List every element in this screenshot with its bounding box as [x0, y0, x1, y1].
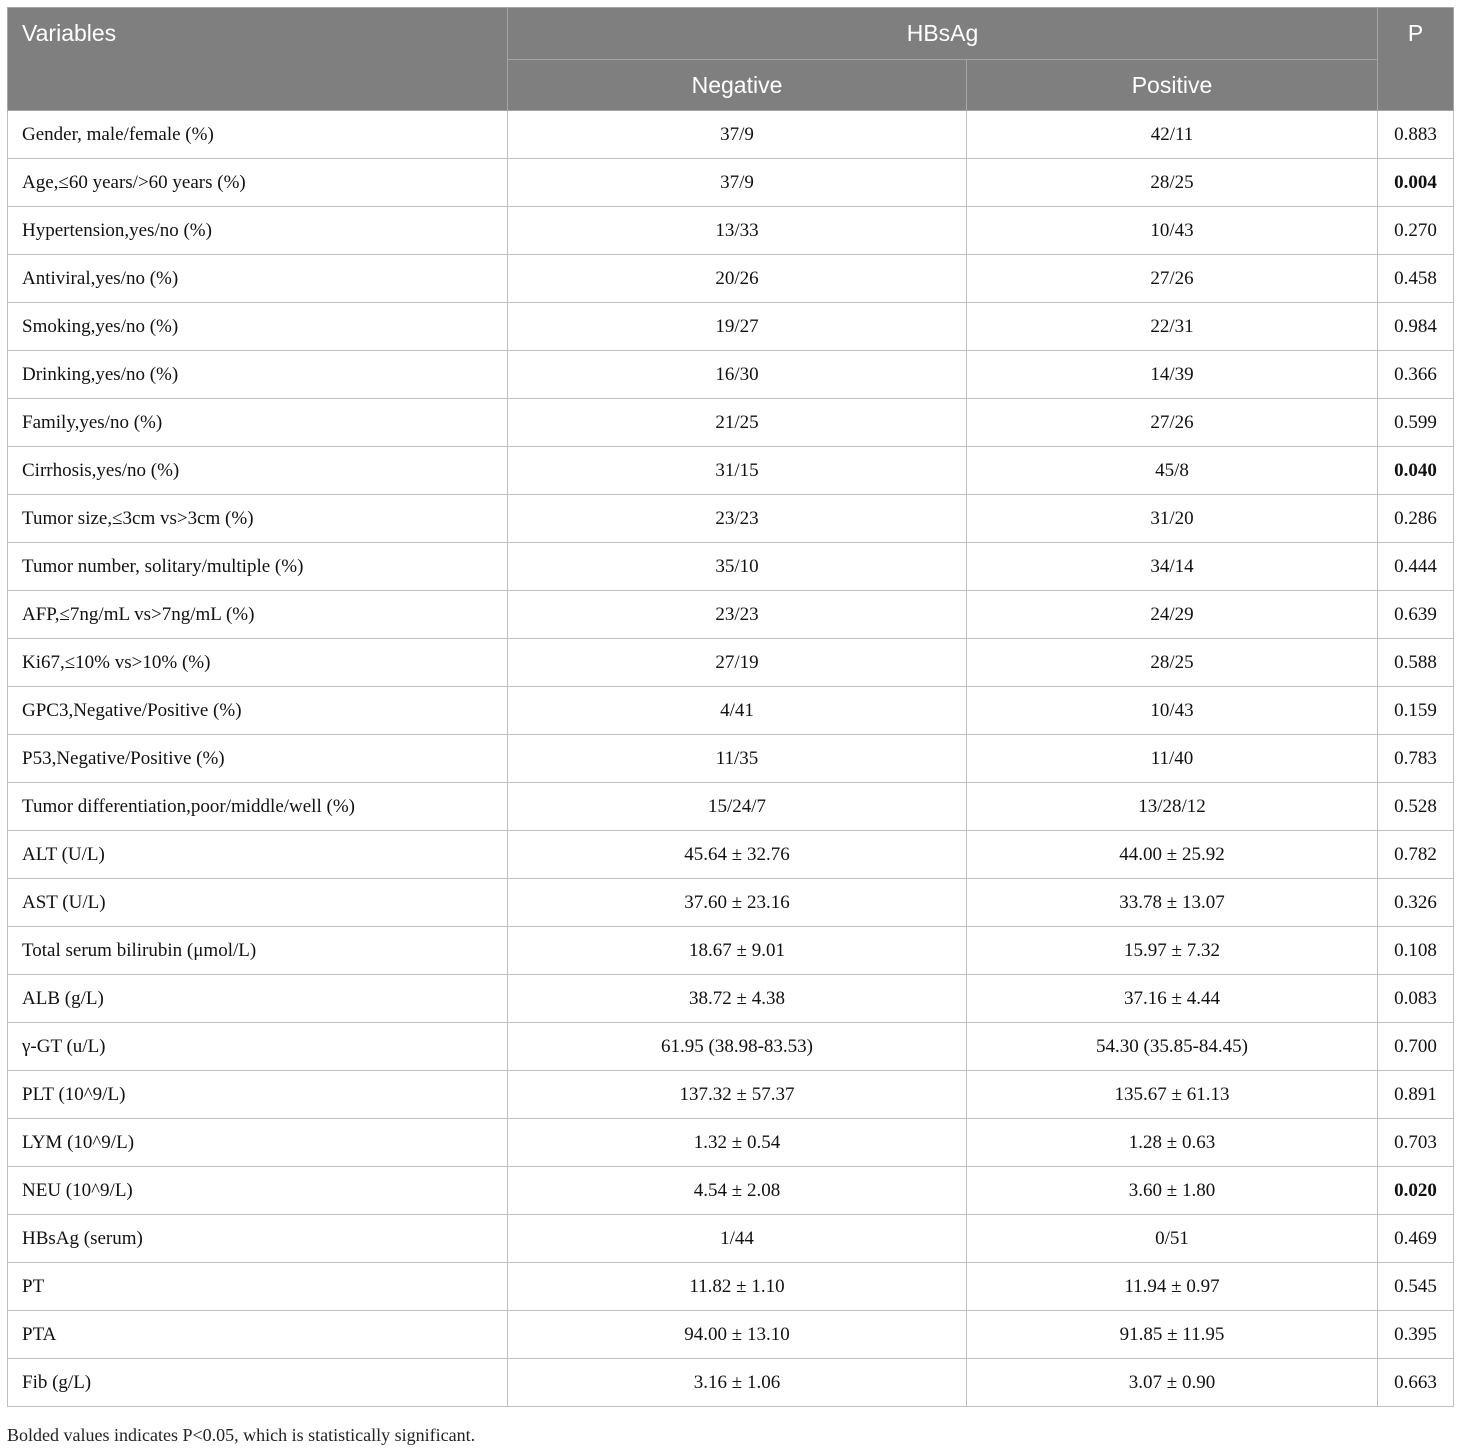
table-row [8, 1119, 1454, 1167]
cell-p-value: 0.395 [1378, 1311, 1454, 1359]
cell-positive: 10/43 [967, 207, 1378, 255]
cell-negative: 45.64 ± 32.76 [508, 831, 967, 879]
cell-variable: ALT (U/L) [8, 831, 508, 879]
table-row [8, 543, 1454, 591]
cell-variable: Tumor differentiation,poor/middle/well (%) [8, 783, 508, 831]
table-container [7, 7, 1453, 1407]
cell-variable: PT [8, 1263, 508, 1311]
cell-p-value: 0.444 [1378, 543, 1454, 591]
cell-negative: 21/25 [508, 399, 967, 447]
cell-negative: 1.32 ± 0.54 [508, 1119, 967, 1167]
cell-negative: 94.00 ± 13.10 [508, 1311, 967, 1359]
cell-variable: PLT (10^9/L) [8, 1071, 508, 1119]
cell-variable: Tumor size,≤3cm vs>3cm (%) [8, 495, 508, 543]
cell-negative: 3.16 ± 1.06 [508, 1359, 967, 1407]
cell-p-value: 0.469 [1378, 1215, 1454, 1263]
cell-p-value: 0.108 [1378, 927, 1454, 975]
cell-positive: 28/25 [967, 159, 1378, 207]
table-row [8, 303, 1454, 351]
table-row [8, 1215, 1454, 1263]
cell-positive: 0/51 [967, 1215, 1378, 1263]
cell-variable: ALB (g/L) [8, 975, 508, 1023]
cell-positive: 31/20 [967, 495, 1378, 543]
cell-variable: Gender, male/female (%) [8, 111, 508, 159]
table-row [8, 591, 1454, 639]
cell-variable: AST (U/L) [8, 879, 508, 927]
cell-variable: γ-GT (u/L) [8, 1023, 508, 1071]
cell-p-value: 0.703 [1378, 1119, 1454, 1167]
cell-variable: GPC3,Negative/Positive (%) [8, 687, 508, 735]
header-positive: Positive [967, 60, 1378, 111]
footnote: Bolded values indicates P<0.05, which is statistically significant. [7, 1425, 476, 1445]
table-row [8, 639, 1454, 687]
cell-positive: 1.28 ± 0.63 [967, 1119, 1378, 1167]
cell-p-value: 0.458 [1378, 255, 1454, 303]
table-body [8, 111, 1454, 1407]
header-negative: Negative [508, 60, 967, 111]
cell-negative: 19/27 [508, 303, 967, 351]
cell-variable: Antiviral,yes/no (%) [8, 255, 508, 303]
cell-negative: 16/30 [508, 351, 967, 399]
cell-negative: 18.67 ± 9.01 [508, 927, 967, 975]
cell-p-value: 0.020 [1378, 1167, 1454, 1215]
cell-p-value: 0.639 [1378, 591, 1454, 639]
cell-p-value: 0.286 [1378, 495, 1454, 543]
table-row [8, 399, 1454, 447]
table-row [8, 975, 1454, 1023]
table-row [8, 783, 1454, 831]
cell-positive: 3.07 ± 0.90 [967, 1359, 1378, 1407]
cell-variable: Total serum bilirubin (μmol/L) [8, 927, 508, 975]
cell-negative: 4/41 [508, 687, 967, 735]
cell-p-value: 0.984 [1378, 303, 1454, 351]
cell-p-value: 0.366 [1378, 351, 1454, 399]
cell-p-value: 0.783 [1378, 735, 1454, 783]
cell-positive: 10/43 [967, 687, 1378, 735]
cell-negative: 61.95 (38.98-83.53) [508, 1023, 967, 1071]
cell-variable: HBsAg (serum) [8, 1215, 508, 1263]
cell-p-value: 0.528 [1378, 783, 1454, 831]
cell-positive: 44.00 ± 25.92 [967, 831, 1378, 879]
cell-negative: 38.72 ± 4.38 [508, 975, 967, 1023]
cell-positive: 14/39 [967, 351, 1378, 399]
cell-negative: 11/35 [508, 735, 967, 783]
cell-p-value: 0.599 [1378, 399, 1454, 447]
cell-p-value: 0.891 [1378, 1071, 1454, 1119]
table-row [8, 687, 1454, 735]
table-row [8, 1167, 1454, 1215]
cell-variable: Smoking,yes/no (%) [8, 303, 508, 351]
table-row [8, 447, 1454, 495]
table-row [8, 255, 1454, 303]
cell-variable: Hypertension,yes/no (%) [8, 207, 508, 255]
table-row [8, 159, 1454, 207]
cell-variable: Ki67,≤10% vs>10% (%) [8, 639, 508, 687]
cell-variable: Family,yes/no (%) [8, 399, 508, 447]
cell-p-value: 0.700 [1378, 1023, 1454, 1071]
cell-variable: PTA [8, 1311, 508, 1359]
table-row [8, 927, 1454, 975]
cell-p-value: 0.663 [1378, 1359, 1454, 1407]
cell-negative: 35/10 [508, 543, 967, 591]
cell-positive: 3.60 ± 1.80 [967, 1167, 1378, 1215]
cell-negative: 37/9 [508, 111, 967, 159]
cell-variable: AFP,≤7ng/mL vs>7ng/mL (%) [8, 591, 508, 639]
cell-p-value: 0.083 [1378, 975, 1454, 1023]
cell-negative: 27/19 [508, 639, 967, 687]
cell-p-value: 0.159 [1378, 687, 1454, 735]
cell-positive: 33.78 ± 13.07 [967, 879, 1378, 927]
cell-negative: 37/9 [508, 159, 967, 207]
table-header [8, 8, 1454, 111]
cell-variable: NEU (10^9/L) [8, 1167, 508, 1215]
header-variables: Variables [8, 8, 508, 111]
cell-negative: 15/24/7 [508, 783, 967, 831]
cell-negative: 37.60 ± 23.16 [508, 879, 967, 927]
cell-positive: 42/11 [967, 111, 1378, 159]
cell-positive: 27/26 [967, 399, 1378, 447]
cell-positive: 27/26 [967, 255, 1378, 303]
table-row [8, 831, 1454, 879]
cell-negative: 23/23 [508, 591, 967, 639]
cell-positive: 54.30 (35.85-84.45) [967, 1023, 1378, 1071]
table-row [8, 351, 1454, 399]
cell-positive: 28/25 [967, 639, 1378, 687]
cell-p-value: 0.545 [1378, 1263, 1454, 1311]
cell-variable: P53,Negative/Positive (%) [8, 735, 508, 783]
header-group-hbsag: HBsAg [508, 8, 1378, 60]
cell-negative: 1/44 [508, 1215, 967, 1263]
cell-variable: LYM (10^9/L) [8, 1119, 508, 1167]
cell-variable: Fib (g/L) [8, 1359, 508, 1407]
cell-p-value: 0.270 [1378, 207, 1454, 255]
data-table [7, 7, 1454, 1407]
cell-variable: Cirrhosis,yes/no (%) [8, 447, 508, 495]
cell-positive: 22/31 [967, 303, 1378, 351]
cell-p-value: 0.004 [1378, 159, 1454, 207]
cell-negative: 20/26 [508, 255, 967, 303]
cell-positive: 24/29 [967, 591, 1378, 639]
cell-positive: 135.67 ± 61.13 [967, 1071, 1378, 1119]
table-row [8, 495, 1454, 543]
cell-p-value: 0.883 [1378, 111, 1454, 159]
cell-variable: Drinking,yes/no (%) [8, 351, 508, 399]
table-row [8, 1359, 1454, 1407]
cell-positive: 34/14 [967, 543, 1378, 591]
table-row [8, 879, 1454, 927]
cell-variable: Age,≤60 years/>60 years (%) [8, 159, 508, 207]
cell-positive: 91.85 ± 11.95 [967, 1311, 1378, 1359]
cell-positive: 15.97 ± 7.32 [967, 927, 1378, 975]
cell-p-value: 0.326 [1378, 879, 1454, 927]
cell-positive: 11/40 [967, 735, 1378, 783]
cell-negative: 13/33 [508, 207, 967, 255]
cell-positive: 37.16 ± 4.44 [967, 975, 1378, 1023]
table-row [8, 1311, 1454, 1359]
cell-negative: 137.32 ± 57.37 [508, 1071, 967, 1119]
table-row [8, 735, 1454, 783]
table-row [8, 1263, 1454, 1311]
cell-positive: 45/8 [967, 447, 1378, 495]
cell-negative: 23/23 [508, 495, 967, 543]
table-row [8, 207, 1454, 255]
cell-positive: 13/28/12 [967, 783, 1378, 831]
table-row [8, 1023, 1454, 1071]
cell-p-value: 0.782 [1378, 831, 1454, 879]
table-row [8, 1071, 1454, 1119]
cell-negative: 31/15 [508, 447, 967, 495]
header-p: P [1378, 8, 1454, 111]
cell-p-value: 0.588 [1378, 639, 1454, 687]
cell-negative: 4.54 ± 2.08 [508, 1167, 967, 1215]
cell-positive: 11.94 ± 0.97 [967, 1263, 1378, 1311]
cell-negative: 11.82 ± 1.10 [508, 1263, 967, 1311]
table-row [8, 111, 1454, 159]
cell-p-value: 0.040 [1378, 447, 1454, 495]
cell-variable: Tumor number, solitary/multiple (%) [8, 543, 508, 591]
